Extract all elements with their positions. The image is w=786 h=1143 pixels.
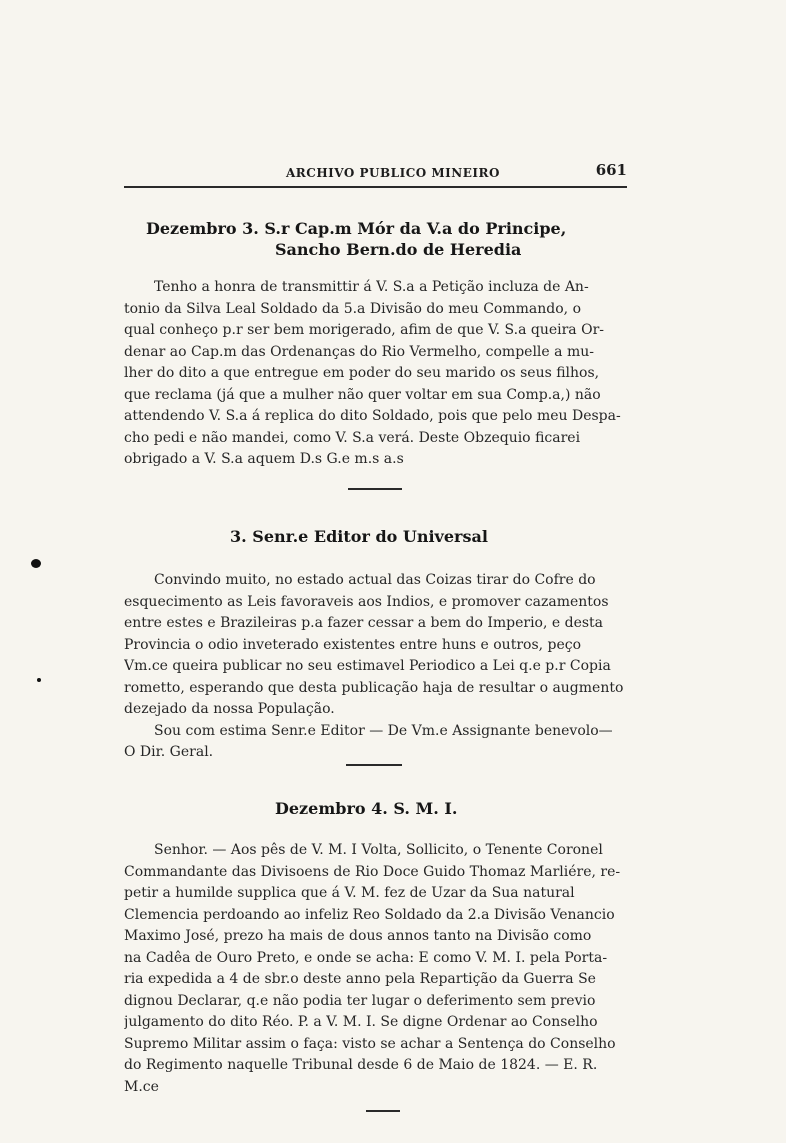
margin-ink-dot <box>37 678 41 682</box>
paragraph-line: julgamento do dito Réo. P. a V. M. I. Se digne Ordenar ao Conselho <box>124 1014 598 1030</box>
running-title: ARCHIVO PUBLICO MINEIRO <box>286 166 500 180</box>
letter-paragraph <box>124 840 627 1098</box>
paragraph-line: cho pedi e não mandei, como V. S.a verá. Deste Obzequio ficarei <box>124 429 581 446</box>
section-heading-continued <box>275 239 521 261</box>
heading-line: Dezembro 4. S. M. I. <box>275 799 458 818</box>
paragraph-line: O Dir. Geral. <box>124 744 214 760</box>
paragraph-line: Provincia o odio inveterado existentes entre huns e outros, peço <box>124 636 582 653</box>
letter-paragraph <box>124 570 627 764</box>
paragraph-line: esquecimento as Leis favoraveis aos Indios, e promover cazamentos <box>124 593 609 610</box>
paragraph-line: dignou Declarar, q.e não podia ter lugar o deferimento sem previo <box>124 992 596 1009</box>
paragraph-line: que reclama (já que a mulher não quer voltar em sua Comp.a,) não <box>124 386 601 403</box>
running-header <box>124 158 627 188</box>
paragraph-line: Senhor. — Aos pês de V. M. I Volta, Sollicito, o Tenente Coronel <box>154 842 603 858</box>
paragraph-line: Clemencia perdoando ao infeliz Reo Soldado da 2.a Divisão Venancio <box>124 906 615 923</box>
paragraph-line: Vm.ce queira publicar no seu estimavel Periodico a Lei q.e p.r Copia <box>124 658 611 674</box>
paragraph-line: qual conheço p.r ser bem morigerado, afim de que V. S.a queira Or- <box>124 322 605 338</box>
section-heading <box>146 218 566 240</box>
paragraph-line: Sou com estima Senr.e Editor — De Vm.e Assignante benevolo— <box>154 722 613 739</box>
section-heading <box>230 526 488 548</box>
section-heading <box>275 798 457 820</box>
section-divider <box>348 488 402 490</box>
heading-line: 3. Senr.e Editor do Universal <box>230 527 488 546</box>
heading-line: Sancho Bern.do de Heredia <box>275 240 522 259</box>
paragraph-line: na Cadêa de Ouro Preto, e onde se acha: E como V. M. I. pela Porta- <box>124 949 608 966</box>
paragraph-line: petir a humilde supplica que á V. M. fez de Uzar da Sua natural <box>124 885 575 901</box>
paragraph-line: M.ce <box>124 1078 159 1095</box>
letter-paragraph <box>124 277 627 471</box>
paragraph-line: do Regimento naquelle Tribunal desde 6 de Maio de 1824. — E. R. <box>124 1057 598 1073</box>
paragraph-line: Convindo muito, no estado actual das Coizas tirar do Cofre do <box>154 572 596 588</box>
paragraph-line: Maximo José, prezo ha mais de dous annos tanto na Divisão como <box>124 928 592 944</box>
paragraph-line: dezejado da nossa População. <box>124 701 335 717</box>
paragraph-line: ria expedida a 4 de sbr.o deste anno pela Repartição da Guerra Se <box>124 971 596 987</box>
section-divider <box>346 764 402 766</box>
paragraph-line: Tenho a honra de transmittir á V. S.a a Petição incluza de An- <box>154 279 589 295</box>
paragraph-line: rometto, esperando que desta publicação haja de resultar o augmento <box>124 679 624 696</box>
page-number: 661 <box>595 161 627 179</box>
paragraph-line: entre estes e Brazileiras p.a fazer cessar a bem do Imperio, e desta <box>124 615 604 631</box>
margin-ink-mark <box>31 559 41 568</box>
section-divider <box>366 1110 400 1112</box>
paragraph-line: Supremo Militar assim o faça: visto se achar a Sentença do Conselho <box>124 1035 616 1052</box>
paragraph-line: lher do dito a que entregue em poder do seu marido os seus filhos, <box>124 365 600 381</box>
heading-line: Dezembro 3. S.r Cap.m Mór da V.a do Principe, <box>146 219 567 238</box>
paragraph-line: attendendo V. S.a á replica do dito Soldado, pois que pelo meu Despa- <box>124 408 621 424</box>
paragraph-line: denar ao Cap.m das Ordenanças do Rio Vermelho, compelle a mu- <box>124 343 594 360</box>
paragraph-line: Commandante das Divisoens de Rio Doce Guido Thomaz Marliére, re- <box>124 863 621 880</box>
paragraph-line: tonio da Silva Leal Soldado da 5.a Divisão do meu Commando, o <box>124 300 581 317</box>
paragraph-line: obrigado a V. S.a aquem D.s G.e m.s a.s <box>124 451 404 467</box>
